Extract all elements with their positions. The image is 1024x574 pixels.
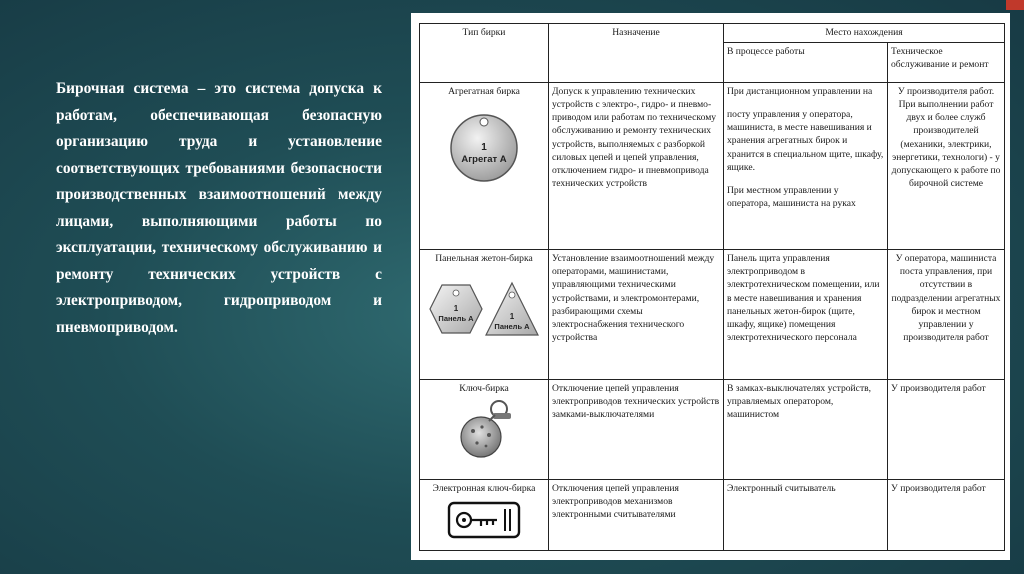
during-work-local: При местном управлении у оператора, машиниста на руках bbox=[727, 184, 856, 210]
corner-accent bbox=[1006, 0, 1024, 10]
table-row bbox=[420, 479, 1005, 550]
svg-text:1: 1 bbox=[453, 304, 459, 314]
cell-purpose: Допуск к управлению технических устройств с электро-, гидро- и пневмо- приводом или работам по техническому обслуживанию и ремонту технических устройств, выполняемых с разборкой силовых цепей и цепей управления, отключением гидро- и пневмопривода технических устройств bbox=[549, 82, 724, 249]
cell-type bbox=[420, 82, 549, 249]
header-type: Тип бирки bbox=[420, 24, 549, 83]
key-tag-icon bbox=[449, 399, 519, 461]
cell-maintenance: У производителя работ bbox=[888, 379, 1005, 479]
cell-during-work: Электронный считыватель bbox=[724, 479, 888, 550]
header-maintenance: Техническое обслуживание и ремонт bbox=[888, 43, 1005, 83]
svg-text:1: 1 bbox=[509, 312, 515, 322]
cell-type bbox=[420, 479, 549, 550]
svg-text:1: 1 bbox=[481, 141, 487, 153]
cell-purpose: Отключение цепей управления электроприводов технических устройств замками-выключателями bbox=[549, 379, 724, 479]
cell-during-work: Панель щита управления электроприводом в электротехническом помещении, или в месте навешивания и хранения панельных жетон-бирок (щите, шкафу, ящике) помещения электротехнического персонала bbox=[724, 249, 888, 379]
during-work-remote: При дистанционном управлении на bbox=[727, 85, 873, 97]
intro-text: Бирочная система – это система допуска к работам, обеспечивающая безопасную организацию труда и установление соответствующих требованиями безопасности производственных взаимоотношений между лицами, выполняющими работы по эксплуатации, техническому обслуживанию и ремонту технических устройств с электроприводом, гидроприводом и пневмоприводом. bbox=[56, 80, 382, 336]
electronic-key-card-icon bbox=[447, 501, 521, 539]
svg-text:Панель А: Панель А bbox=[438, 314, 474, 324]
during-work-post: посту управления у оператора, машиниста, в месте навешивания и хранения агрегатных бирок и хранится в специальном щите, шкафу, ящике. bbox=[727, 108, 884, 173]
table-panel bbox=[411, 13, 1010, 560]
cell-maintenance: У производителя работ bbox=[888, 479, 1005, 550]
tag-type-label: Панельная жетон-бирка bbox=[435, 252, 533, 264]
cell-type bbox=[420, 249, 549, 379]
tag-type-label: Ключ-бирка bbox=[459, 382, 509, 394]
cell-during-work bbox=[724, 82, 888, 249]
panel-token-tags-icon bbox=[428, 281, 540, 339]
cell-maintenance: У производителя работ. При выполнении работ двух и более служб производителей (механики, электрики, энергетики, технологи) - у допускающего к работе по бирочной системе bbox=[888, 82, 1005, 249]
cell-maintenance: У оператора, машиниста поста управления, при отсутствии в подразделении агрегатных бирок и местном управлении у производителя работ bbox=[888, 249, 1005, 379]
table-row bbox=[420, 379, 1005, 479]
svg-text:Агрегат А: Агрегат А bbox=[461, 153, 507, 165]
header-during-work: В процессе работы bbox=[724, 43, 888, 83]
tag-type-label: Электронная ключ-бирка bbox=[432, 482, 536, 494]
cell-purpose: Установление взаимоотношений между операторами, машинистами, управляющими техническими устройствами, и электромонтерами, разбирающими схемы электроснабжения технического устройства bbox=[549, 249, 724, 379]
table-row bbox=[420, 82, 1005, 249]
round-tag-icon bbox=[448, 112, 520, 184]
tag-type-label: Агрегатная бирка bbox=[448, 85, 520, 97]
header-location: Место нахождения bbox=[724, 24, 1005, 43]
cell-during-work: В замках-выключателях устройств, управляемых оператором, машинистом bbox=[724, 379, 888, 479]
svg-text:Панель А: Панель А bbox=[494, 322, 530, 332]
cell-type bbox=[420, 379, 549, 479]
table-row bbox=[420, 249, 1005, 379]
header-purpose: Назначение bbox=[549, 24, 724, 83]
cell-purpose: Отключения цепей управления электроприводов механизмов электронными считывателями bbox=[549, 479, 724, 550]
tag-system-table bbox=[419, 23, 1005, 551]
